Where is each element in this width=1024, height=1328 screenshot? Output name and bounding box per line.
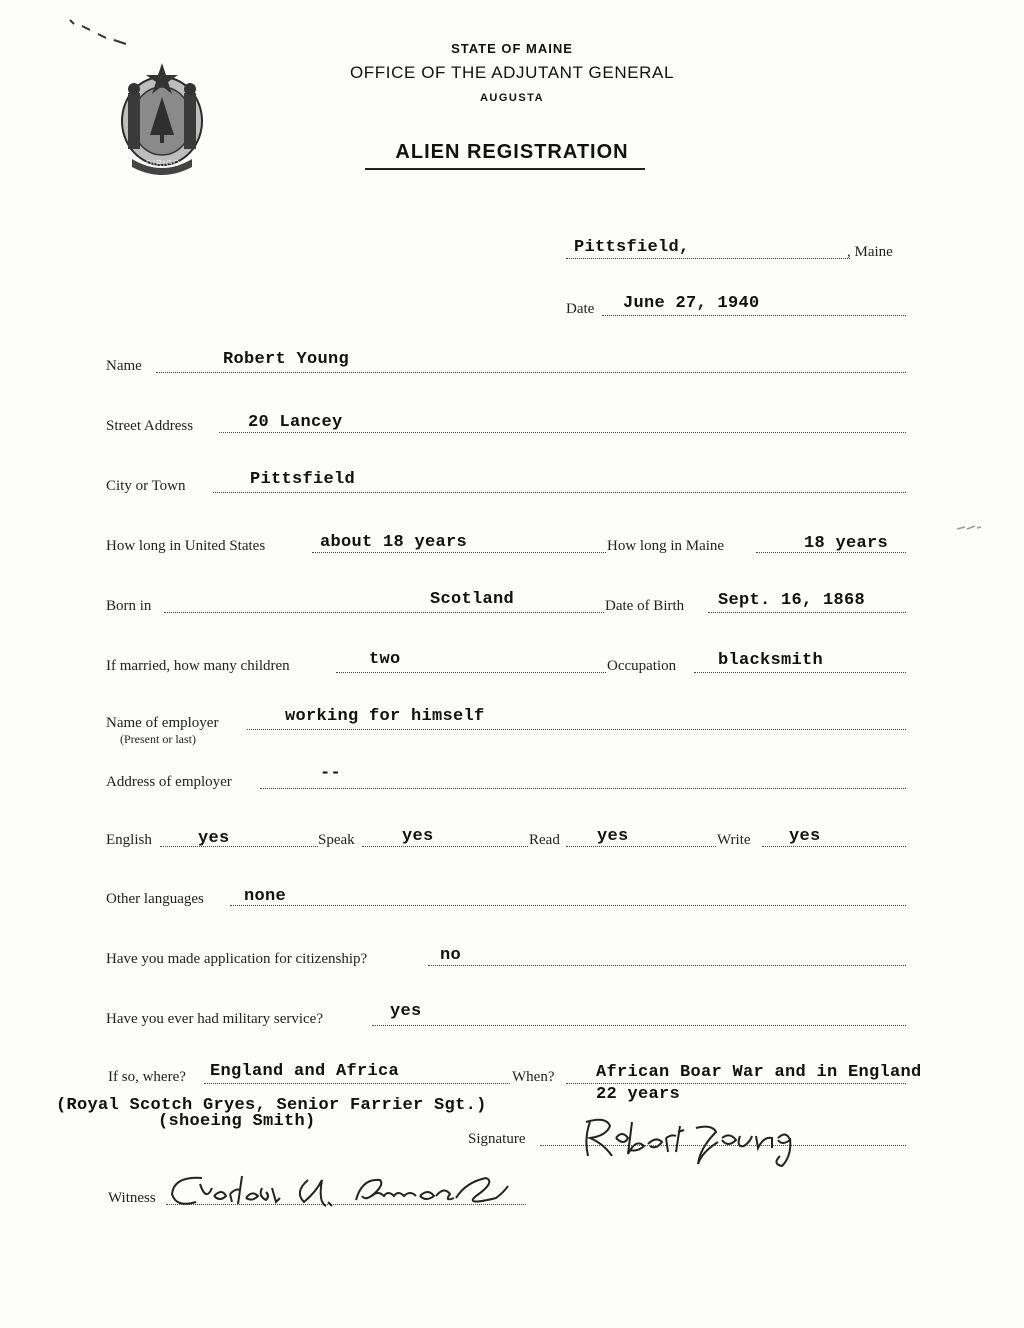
witness-handwriting — [166, 1162, 526, 1214]
how-long-maine-label: How long in Maine — [607, 538, 725, 554]
header-city: AUGUSTA — [479, 92, 545, 104]
write-value: yes — [789, 827, 821, 846]
other-languages-label: Other languages — [106, 891, 204, 907]
town-value: Pittsfield, — [574, 238, 690, 257]
page-title: ALIEN REGISTRATION — [395, 141, 629, 163]
read-value: yes — [597, 827, 629, 846]
town-line — [566, 258, 850, 259]
name-value: Robert Young — [223, 350, 350, 369]
name-label: Name — [106, 358, 142, 374]
signature-handwriting — [576, 1108, 816, 1168]
other-languages-line — [230, 905, 906, 906]
where-line — [204, 1083, 510, 1084]
employer-address-line — [260, 788, 906, 789]
write-line — [762, 846, 906, 847]
dob-line — [708, 612, 906, 613]
write-label: Write — [717, 832, 751, 848]
born-in-value: Scotland — [430, 590, 515, 609]
employer-name-line — [247, 729, 906, 730]
header-state: STATE OF MAINE — [451, 41, 573, 56]
title-underline — [365, 168, 645, 170]
header-office: OFFICE OF THE ADJUTANT GENERAL — [349, 63, 675, 82]
military-label: Have you ever had military service? — [106, 1011, 323, 1027]
citizenship-line — [428, 965, 906, 966]
dob-label: Date of Birth — [605, 598, 685, 614]
seal-motto: DIRIGO — [146, 159, 181, 168]
read-line — [566, 846, 716, 847]
how-long-us-label: How long in United States — [106, 538, 266, 554]
citizenship-value: no — [440, 946, 462, 965]
occupation-line — [694, 672, 906, 673]
street-address-label: Street Address — [106, 418, 194, 434]
city-label: City or Town — [106, 478, 186, 494]
occupation-label: Occupation — [607, 658, 677, 674]
military-note-line2: (shoeing Smith) — [158, 1112, 316, 1131]
english-line — [160, 846, 318, 847]
when-line — [566, 1083, 906, 1084]
city-line — [213, 492, 906, 493]
born-in-label: Born in — [106, 598, 152, 614]
employer-name-label: Name of employer — [106, 715, 219, 731]
margin-mark — [955, 520, 983, 530]
when-label: When? — [512, 1069, 555, 1085]
witness-label: Witness — [108, 1190, 156, 1206]
military-value: yes — [390, 1002, 422, 1021]
when-value-line1: African Boar War and in England — [596, 1063, 922, 1082]
citizenship-label: Have you made application for citizenship? — [106, 951, 368, 967]
when-value-line2: 22 years — [596, 1085, 681, 1104]
children-line — [336, 672, 606, 673]
military-note-line1: (Royal Scotch Gryes, Senior Farrier Sgt.) — [56, 1096, 487, 1115]
signature-label: Signature — [468, 1131, 526, 1147]
where-value: England and Africa — [210, 1062, 400, 1081]
english-value: yes — [198, 829, 230, 848]
read-label: Read — [529, 832, 560, 848]
date-label: Date — [566, 301, 595, 317]
employer-address-value: -- — [320, 764, 342, 783]
children-value: two — [369, 650, 401, 669]
date-value: June 27, 1940 — [623, 294, 760, 313]
how-long-us-value: about 18 years — [320, 533, 468, 552]
city-value: Pittsfield — [250, 470, 356, 489]
english-label: English — [106, 832, 152, 848]
speak-label: Speak — [318, 832, 355, 848]
where-label: If so, where? — [108, 1069, 186, 1085]
dob-value: Sept. 16, 1868 — [718, 591, 866, 610]
how-long-us-line — [312, 552, 606, 553]
other-languages-value: none — [244, 887, 287, 906]
born-in-line — [164, 612, 604, 613]
employer-name-value: working for himself — [285, 707, 485, 726]
name-line — [156, 372, 906, 373]
speak-line — [362, 846, 528, 847]
employer-note: (Present or last) — [120, 732, 196, 746]
street-address-line — [219, 432, 906, 433]
speak-value: yes — [402, 827, 434, 846]
date-line — [602, 315, 906, 316]
military-line — [372, 1025, 906, 1026]
maine-label: , Maine — [847, 244, 893, 260]
street-address-value: 20 Lancey — [248, 413, 343, 432]
how-long-maine-value: 18 years — [804, 534, 889, 553]
employer-address-label: Address of employer — [106, 774, 232, 790]
occupation-value: blacksmith — [718, 651, 824, 670]
children-label: If married, how many children — [106, 658, 290, 674]
